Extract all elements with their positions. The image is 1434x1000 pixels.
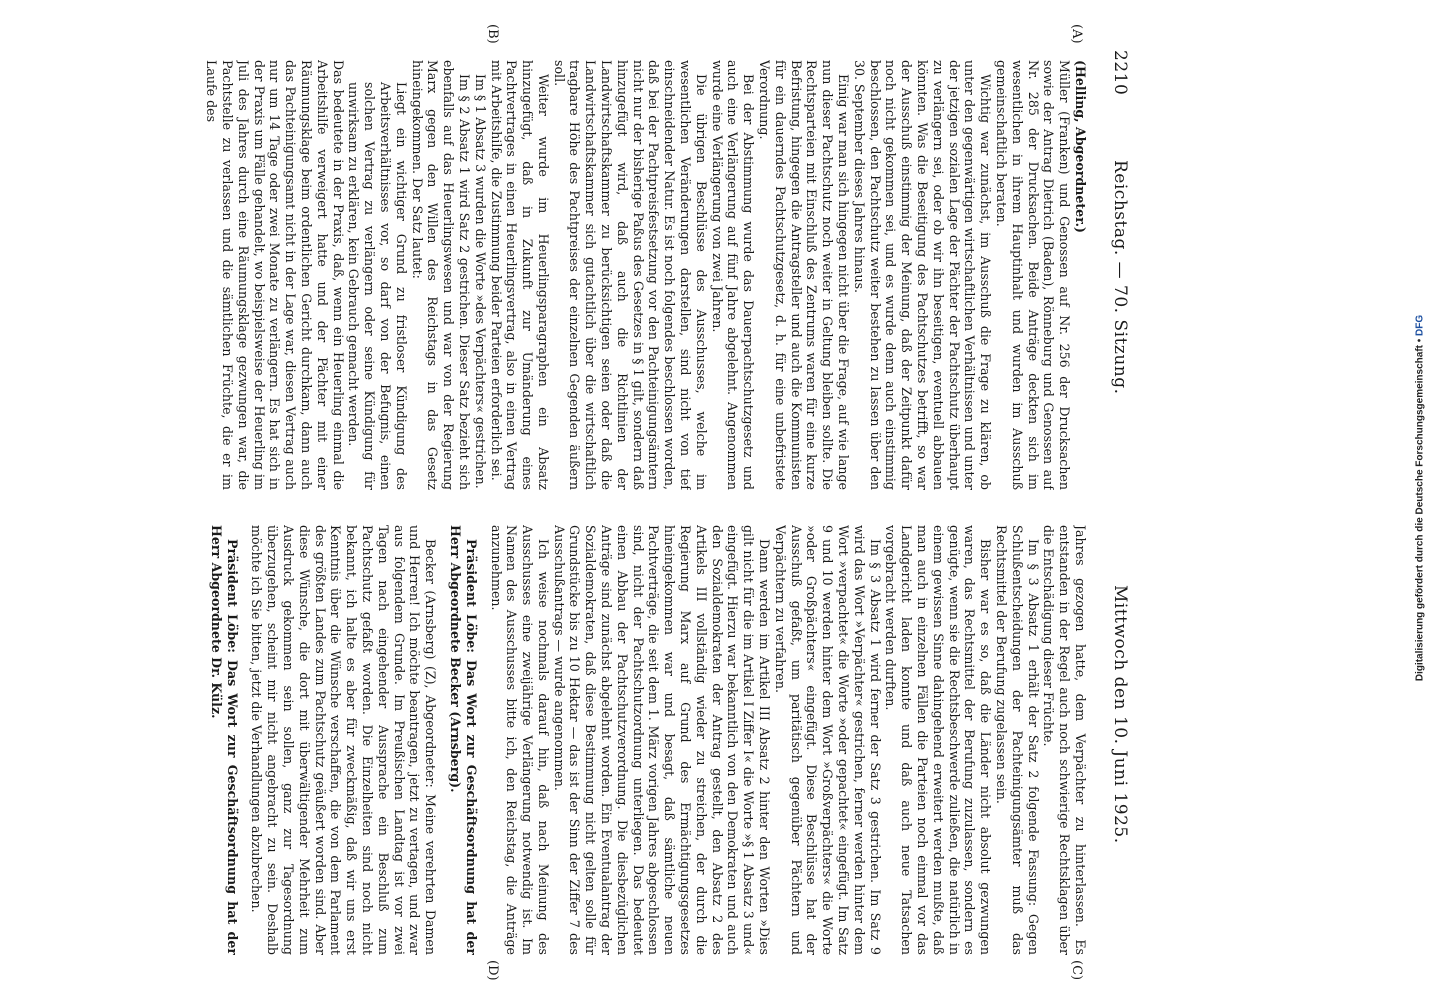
dfg-logo: DFG — [1414, 314, 1426, 336]
paragraph: Im § 3 Absatz 1 erhält der Satz 2 folgende Fassung: Gegen Schlußentscheidungen der Pachteinigungsämter muß das Rechtsmittel der Berufung zugelassen sein. — [994, 525, 1041, 955]
margin-marker-c: (C) — [1069, 960, 1084, 981]
speaker-paragraph: Präsident Löbe: Das Wort zur Geschäftsordnung hat der Herr Abgeordnete Dr. Külz. — [208, 525, 240, 955]
digitization-credit — [1412, 8, 1428, 988]
paragraph: Bisher war es so, daß die Länder nicht absolut gezwungen waren, das Rechtsmittel der Berufung zuzulassen, sondern es genügte, wenn sie die Rechtsbeschwerde zuließen, die natürlich in einem gewissen Sinne dahingehend erweitert werden mußte, daß man auch in einzelnen Fällen die Parteien noch einmal vor das Landgericht laden konnte und daß auch neue Tatsachen vorgebracht werden durften. — [883, 525, 994, 955]
quoted-paragraph: Liegt ein wichtiger Grund zu fristloser Kündigung des Arbeitsverhältnisses vor, so darf von der Befugnis, einen solchen Vertrag zu verlängern oder seine Kündigung für unwirksam zu erklären, kein Gebrauch gemacht werden. — [346, 82, 409, 490]
session-date: Mittwoch den 10. Juni 1925. — [1110, 585, 1130, 844]
paragraph: Bei der Abstimmung wurde das Dauerpachtschutzgesetz und auch eine Verlängerung auf fünf Jahre abgelehnt. Angenommen wurde eine Verlängerung von zwei Jahren. — [709, 60, 757, 490]
paragraph: Im § 1 Absatz 3 wurden die Worte »des Verpächters« gestrichen. — [472, 74, 488, 489]
paragraph: Müller (Franken) und Genossen auf Nr. 256 der Drucksachen sowie der Antrag Dietrich (Baden), Rönneburg und Genossen auf Nr. 285 der Drucksachen. Beide Anträge deckten sich im wesentlichen in ihrem Hauptinhalt und wurden im Ausschuß gemeinschaftlich beraten. — [994, 60, 1073, 490]
paragraph: Jahres gezogen hatte, dem Verpächter zu hinterlassen. Es entstanden in der Regel auch noch schwierige Rechtsklagen über die Entschädigung dieser Früchte. — [1041, 525, 1088, 955]
page-number: 2210 — [1110, 50, 1130, 96]
page-header — [1100, 50, 1140, 950]
credit-text: Digitalisierung gefördert durch die Deutsche Forschungsgemeinschaft • — [1414, 338, 1426, 682]
speaker-paragraph: Präsident Löbe: Das Wort zur Geschäftsordnung hat der Herr Abgeordnete Becker (Arnsberg). — [447, 525, 479, 955]
paragraph: Im § 3 Absatz 1 wird ferner der Satz 3 gestrichen. Im Satz 9 wird das Wort »Verpächter« gestrichen, ferner werden hinter dem Wort »verpachtet« die Worte »oder gepachtet« eingefügt. Im Satz 9 und 10 werden hinter dem Wort »Großverpächters« die Worte »oder Großpächters« eingefügt. Diese Beschlüsse hat der Ausschuß gefaßt, um paritätisch gegenüber Pächtern und Verpächtern zu verfahren. — [772, 525, 883, 955]
paragraph: Ich weise nochmals darauf hin, daß nach Meinung des Ausschusses eine zweijährige Verlängerung notwendig ist. Im Namen des Ausschusses bitte ich, den Reichstag, die Anträge anzunehmen. — [488, 525, 551, 955]
paragraph: Die übrigen Beschlüsse des Ausschusses, welche im wesentlichen Veränderungen darstellen, sind nicht von tief einschneidender Natur. Es ist noch folgendes beschlossen worden, daß bei der Pachtpreisfestsetzung vor den Pachteinigungsämtern nicht nur der bisherige Paßus des Gesetzes in § 1 gilt, sondern daß hinzugefügt wird, daß auch die Richtlinien der Landwirtschaftskammer zu berücksichtigen seien oder daß die Landwirtschaftskammer sich gutachtlich über die wirtschaftlich tragbare Höhe des Pachtpreises der einzelnen Gegenden äußern soll. — [551, 60, 709, 490]
margin-marker-b: (B) — [485, 24, 500, 44]
paragraph: Weiter wurde im Heuerlingsparagraphen ein Absatz hinzugefügt, daß in Zukunft zur Umänderung eines Pachtvertrages in einen Heuerlingsvertrag, also in einen Vertrag mit Arbeitshilfe, die Zustimmung beider Parteien erforderlich sei. — [488, 60, 551, 490]
speaker-reference: (Helling, Abgeordneter.) — [1073, 60, 1088, 234]
speaker-paragraph: Becker (Arnsberg) (Z), Abgeordneter: Meine verehrten Damen und Herren! Ich möchte beantragen, jetzt zu vertagen, und zwar aus folgendem Grunde. Im Preußischen Landtag ist vor zwei Tagen nach eingehender Aussprache ein Beschluß zum Pachtschutz gefaßt worden. Die Einzelheiten sind noch nicht bekannt, ich halte es aber für zweckmäßig, daß wir uns erst Kenntnis über die Wünsche verschaffen, die von dem Parlament des größten Landes zum Pachtschutz geäußert worden sind. Aber diese Wünsche, die dort mit überwältigender Mehrheit zum Ausdruck gekommen sein sollen, ganz zur Tagesordnung überzugehen, scheint mir nicht angebracht zu sein. Deshalb möchte ich Sie bitten, jetzt die Verhandlungen abzubrechen. — [249, 525, 439, 955]
paragraph: Im § 2 Absatz 1 wird Satz 2 gestrichen. Dieser Satz bezieht sich ebenfalls auf das Heuerlingswesen und war von der Regierung Marx gegen den Willen des Reichstags in das Gesetz hineingekommen. Der Satz lautet: — [409, 60, 472, 490]
right-text-column — [0, 525, 1088, 955]
scanned-page — [0, 20, 1140, 980]
paragraph: Wichtig war zunächst, im Ausschuß die Frage zu klären, ob unter den gegenwärtigen wirtschaftlichen Verhältnissen und unter der jetzigen sozialen Lage der Pächter der Pachtschutz überhaupt zu verlängern sei, oder ob wir ihn beseitigen, eventuell abbauen könnten. Was die Beseitigung des Pachtschutzes betrifft, so war der Ausschuß einstimmig der Meinung, daß der Zeitpunkt dafür noch nicht gekommen sei, und es wurde denn auch einstimmig beschlossen, den Pachtschutz weiter bestehen zu lassen über den 30. September dieses Jahres hinaus. — [851, 60, 994, 490]
left-text-column — [0, 60, 1088, 490]
session-title: Reichstag. — 70. Sitzung. — [1110, 160, 1130, 395]
paragraph: Das bedeutete in der Praxis, daß, wenn ein Heuerling einmal die Arbeitshilfe verweigert hatte und der Pächter mit einer Räumungsklage beim ordentlichen Gericht durchkam, dann auch das Pachteinigungsamt nicht in der Lage war, diesen Vertrag auch nur um 14 Tage oder zwei Monate zu verlängern. Es hat sich in der Praxis um Fälle gehandelt, wo beispielsweise der Heuerling im Juli des Jahres durch eine Räumungsklage gezwungen war, die Pachtstelle zu verlassen und die sämtlichen Früchte, die er im Laufe des — [204, 60, 346, 490]
margin-marker-a: (A) — [1069, 24, 1084, 44]
paragraph: Einig war man sich hingegen nicht über die Frage, auf wie lange nun dieser Pachtschutz noch weiter in Geltung bleiben sollte. Die Rechtsparteien mit Einschluß des Zentrums waren für eine kurze Befristung, hingegen die Antragsteller und auch die Kommunisten für ein dauerndes Pachtschutzgesetz, d. h. für eine unbefristete Verordnung. — [757, 60, 852, 490]
margin-marker-d: (D) — [485, 960, 500, 981]
paragraph: Dann werden im Artikel III Absatz 2 hinter den Worten »Dies gilt nicht für die im Artikel I Ziffer I« die Worte »§ 1 Absatz 3 und« eingefügt. Hierzu war bekanntlich von den Demokraten und auch den Sozialdemokraten der Antrag gestellt, den Absatz 2 des Artikels III vollständig wieder zu streichen, der durch die Regierung Marx auf Grund des Ermächtigungsgesetzes hineingekommen war und besagt, daß sämtliche neuen Pachtverträge, die seit dem 1. März vorigen Jahres abgeschlossen sind, nicht der Pachtschutzordnung unterliegen. Das bedeutet einen Abbau der Pachtschutzverordnung. Die diesbezüglichen Anträge sind zunächst abgelehnt worden. Ein Eventualantrag der Sozialdemokraten, daß diese Bestimmung nicht gelten solle für Grundstücke bis zu 10 Hektar — das ist der Sinn der Ziffer 7 des Ausschußantrags — wurde angenommen. — [551, 525, 773, 955]
